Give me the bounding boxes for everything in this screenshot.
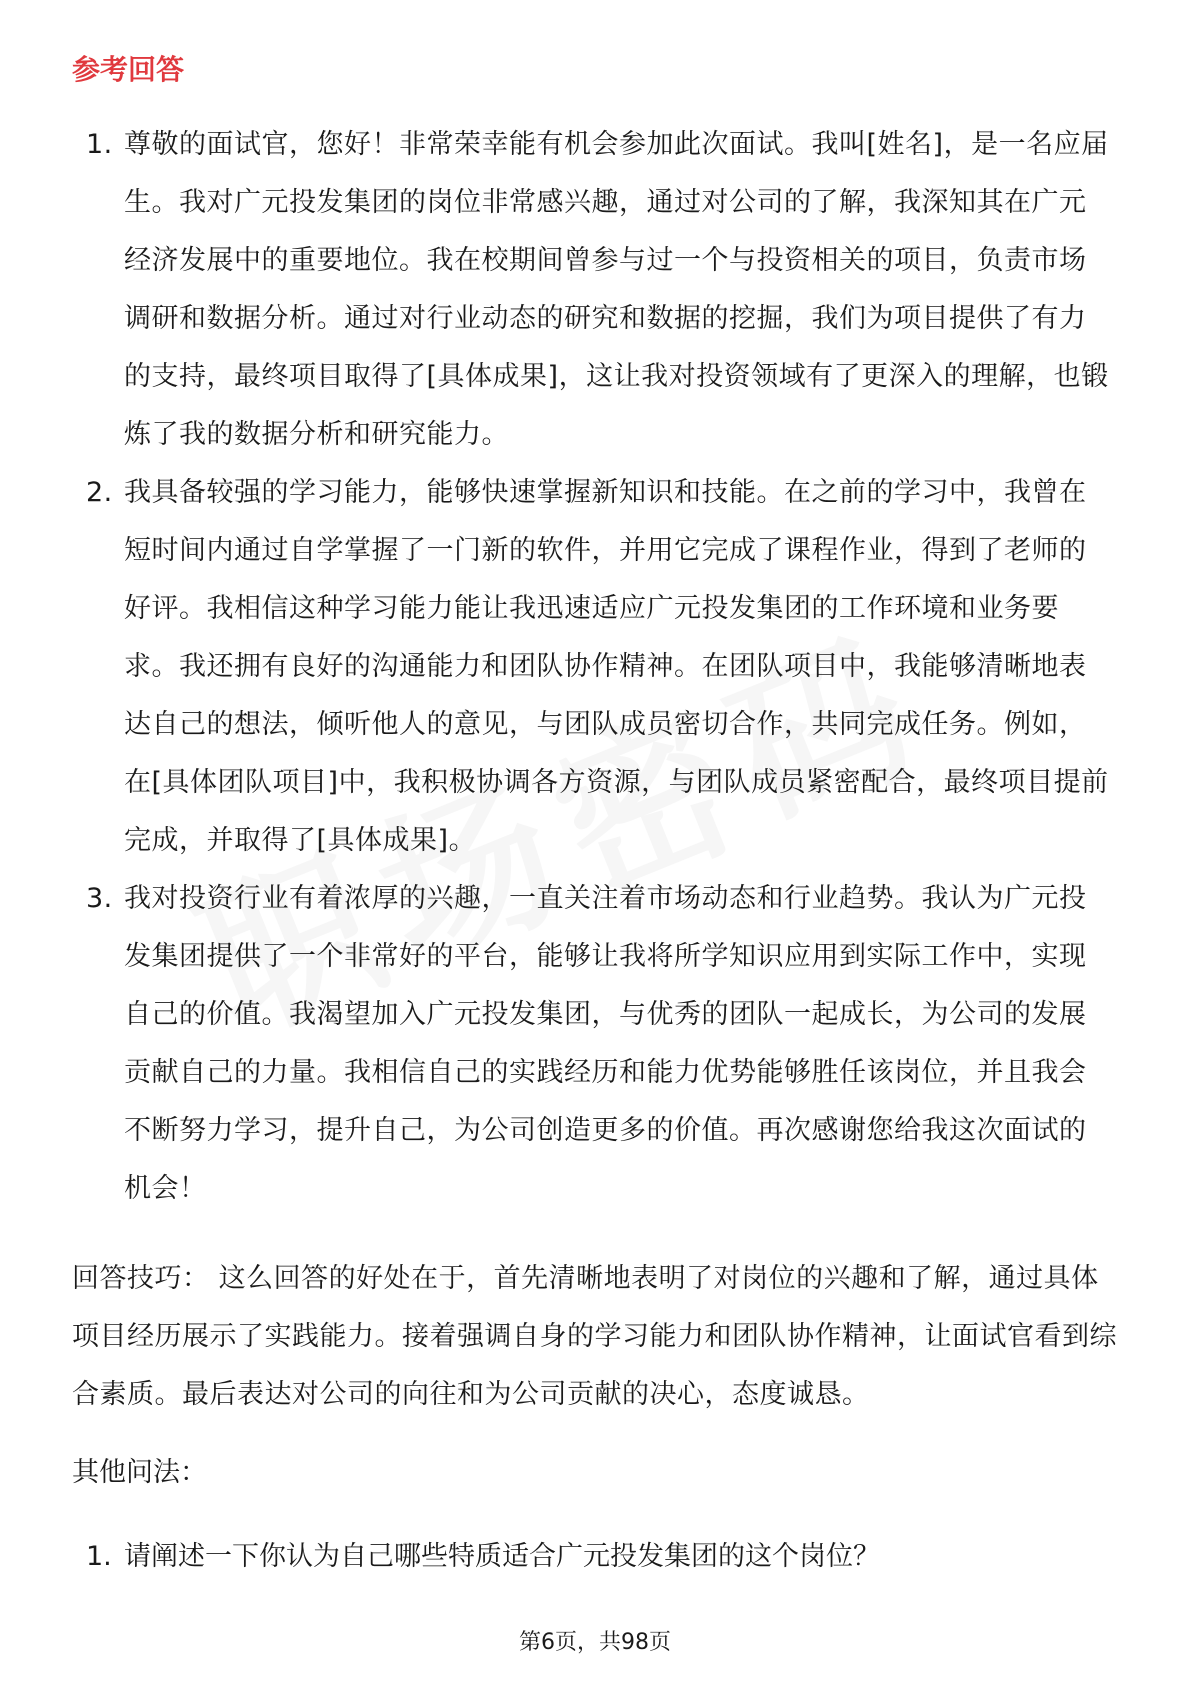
answer-item: [72, 464, 1112, 870]
answer-tips: 回答技巧： 这么回答的好处在于，首先清晰地表明了对岗位的兴趣和了解，通过具体项目经历展示了实践能力。接着强调自身的学习能力和团队协作精神，让面试官看到综合素质。最后表达对公司的向往和为公司贡献的决心，态度诚恳。: [72, 1263, 1117, 1410]
other-question-item: [72, 1537, 1112, 1577]
question-text: 请阐述一下你认为自己哪些特质适合广元投发集团的这个岗位？: [124, 1541, 880, 1572]
answer-list: [72, 116, 1112, 1218]
other-questions-list: [72, 1537, 1112, 1577]
answer-text: 尊敬的面试官，您好！非常荣幸能有机会参加此次面试。我叫[姓名]，是一名应届生。我对广元投发集团的岗位非常感兴趣，通过对公司的了解，我深知其在广元经济发展中的重要地位。我在校期间曾参与过一个与投资相关的项目，负责市场调研和数据分析。通过对行业动态的研究和数据的挖掘，我们为项目提供了有力的支持，最终项目取得了[具体成果]，这让我对投资领域有了更深入的理解，也锻炼了我的数据分析和研究能力。: [124, 129, 1109, 450]
question-number: 1.: [86, 1541, 112, 1572]
answer-number: 3.: [86, 883, 113, 914]
answer-text: 我对投资行业有着浓厚的兴趣，一直关注着市场动态和行业趋势。我认为广元投发集团提供了一个非常好的平台，能够让我将所学知识应用到实际工作中，实现自己的价值。我渴望加入广元投发集团，与优秀的团队一起成长，为公司的发展贡献自己的力量。我相信自己的实践经历和能力优势能够胜任该岗位，并且我会不断努力学习，提升自己，为公司创造更多的价值。再次感谢您给我这次面试的机会！: [124, 883, 1087, 1204]
answer-item: [72, 870, 1112, 1218]
other-questions-title: 其他问法：: [72, 1457, 207, 1488]
answer-item: [72, 116, 1112, 464]
answer-text: 我具备较强的学习能力，能够快速掌握新知识和技能。在之前的学习中，我曾在短时间内通过自学掌握了一门新的软件，并用它完成了课程作业，得到了老师的好评。我相信这种学习能力能让我迅速适应广元投发集团的工作环境和业务要求。我还拥有良好的沟通能力和团队协作精神。在团队项目中，我能够清晰地表达自己的想法，倾听他人的意见，与团队成员密切合作，共同完成任务。例如，在[具体团队项目]中，我积极协调各方资源，与团队成员紧密配合，最终项目提前完成，并取得了[具体成果]。: [124, 477, 1109, 856]
answer-number: 1.: [86, 129, 113, 160]
section-title: 参考回答: [72, 53, 185, 86]
page-footer: 第6页，共98页: [519, 1630, 671, 1655]
answer-number: 2.: [86, 477, 113, 508]
